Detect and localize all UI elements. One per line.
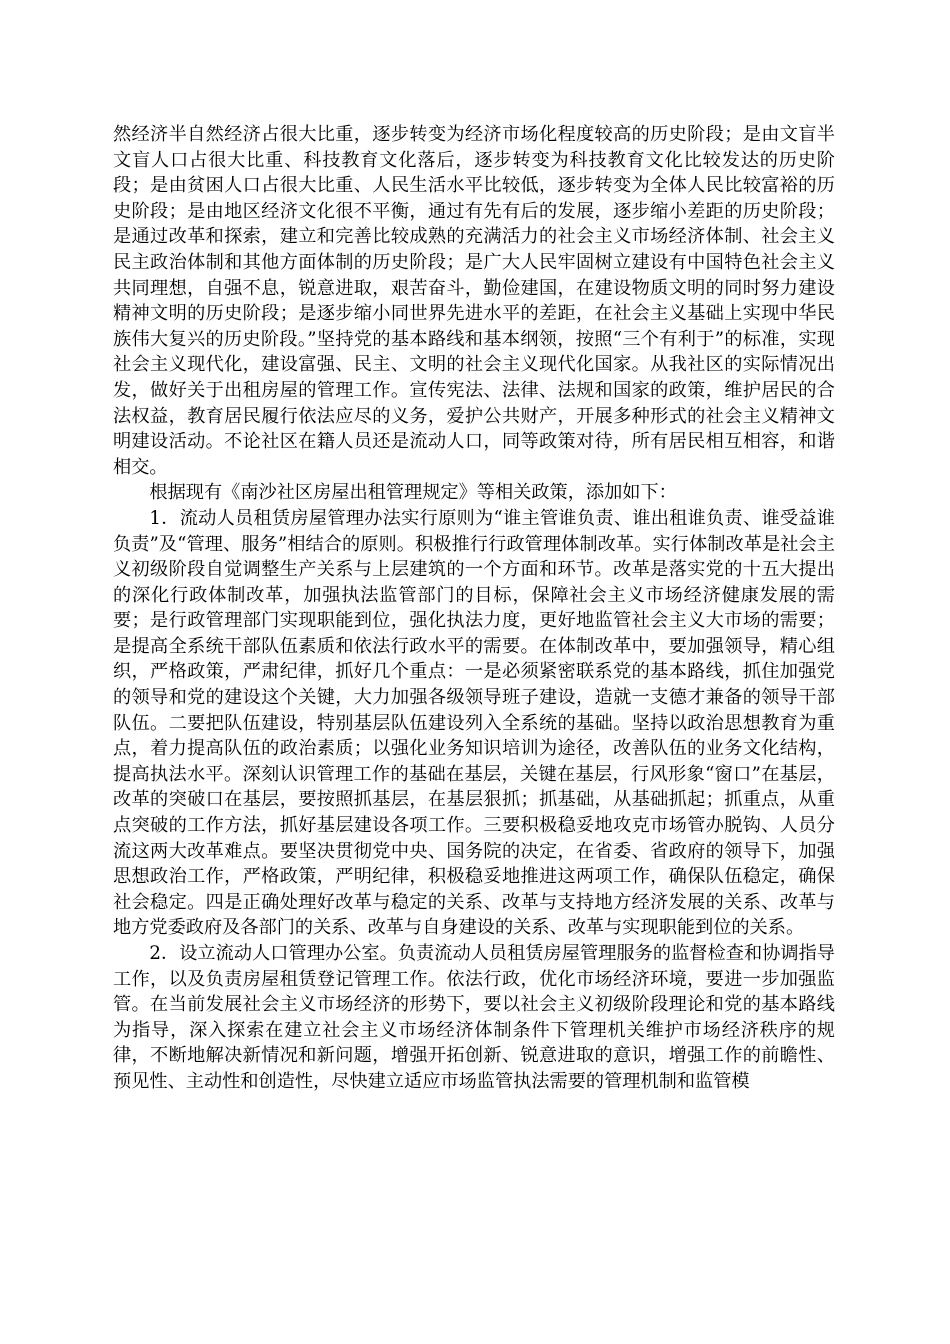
body-paragraph-4: 2．设立流动人口管理办公室。负责流动人员租赁房屋管理服务的监督检查和协调指导工作，以及负责房屋租赁登记管理工作。依法行政，优化市场经济环境，要进一步加强监管。在当前发展社会主义市场经济的形势下，要以社会主义初级阶段理论和党的基本路线为指导，深入探索在建立社会主义市场经济体制条件下管理机关维护市场经济秩序的规律，不断地解决新情况和新问题，增强开拓创新、锐意进取的意识，增强工作的前瞻性、预见性、主动性和创造性，尽快建立适应市场监管执法需要的管理机制和监管模 bbox=[113, 943, 835, 1092]
body-paragraph-1: 然经济半自然经济占很大比重，逐步转变为经济市场化程度较高的历史阶段；是由文盲半文盲人口占很大比重、科技教育文化落后，逐步转变为科技教育文化比较发达的历史阶段；是由贫困人口占很大比重、人民生活水平比较低，逐步转变为全体人民比较富裕的历史阶段；是由地区经济文化很不平衡，通过有先有后的发展，逐步缩小差距的历史阶段；是通过改革和探索，建立和完善比较成熟的充满活力的社会主义市场经济体制、社会主义民主政治体制和其他方面体制的历史阶段；是广大人民牢固树立建设有中国特色社会主义共同理想，自强不息，锐意进取，艰苦奋斗，勤俭建国，在建设物质文明的同时努力建设精神文明的历史阶段；是逐步缩小同世界先进水平的差距，在社会主义基础上实现中华民族伟大复兴的历史阶段。”坚持党的基本路线和基本纲领，按照“三个有利于”的标准，实现社会主义现代化，建设富强、民主、文明的社会主义现代化国家。从我社区的实际情况出发，做好关于出租房屋的管理工作。宣传宪法、法律、法规和国家的政策，维护居民的合法权益，教育居民履行依法应尽的义务，爱护公共财产，开展多种形式的社会主义精神文明建设活动。不论社区在籍人员还是流动人口，同等政策对待，所有居民相互相容，和谐相交。 bbox=[113, 124, 835, 478]
document-body bbox=[113, 122, 835, 1095]
body-paragraph-2: 根据现有《南沙社区房屋出租管理规定》等相关政策，添加如下： bbox=[149, 482, 677, 504]
body-paragraph-3: 1．流动人员租赁房屋管理办法实行原则为“谁主管谁负责、谁出租谁负责、谁受益谁负责”及“管理、服务”相结合的原则。积极推行行政管理体制改革。实行体制改革是社会主义初级阶段自觉调整生产关系与上层建筑的一个方面和环节。改革是落实党的十五大提出的深化行政体制改革，加强执法监管部门的目标，保障社会主义市场经济健康发展的需要；是行政管理部门实现职能到位，强化执法力度，更好地监管社会主义大市场的需要；是提高全系统干部队伍素质和依法行政水平的需要。在体制改革中，要加强领导，精心组织，严格政策，严肃纪律，抓好几个重点：一是必须紧密联系党的基本路线，抓住加强党的领导和党的建设这个关键，大力加强各级领导班子建设，造就一支德才兼备的领导干部队伍。二要把队伍建设，特别基层队伍建设列入全系统的基础。坚持以政治思想教育为重点，着力提高队伍的政治素质；以强化业务知识培训为途径，改善队伍的业务文化结构，提高执法水平。深刻认识管理工作的基础在基层，关键在基层，行风形象“窗口”在基层，改革的突破口在基层，要按照抓基层，在基层狠抓；抓基础，从基础抓起；抓重点，从重点突破的工作方法，抓好基层建设各项工作。三要积极稳妥地攻克市场管办脱钩、人员分流这两大改革难点。要坚决贯彻党中央、国务院的决定，在省委、省政府的领导下，加强思想政治工作，严格政策，严明纪律，积极稳妥地推进这两项工作，确保队伍稳定，确保社会稳定。四是正确处理好改革与稳定的关系、改革与支持地方经济发展的关系、改革与地方党委政府及各部门的关系、改革与自身建设的关系、改革与实现职能到位的关系。 bbox=[113, 507, 835, 939]
